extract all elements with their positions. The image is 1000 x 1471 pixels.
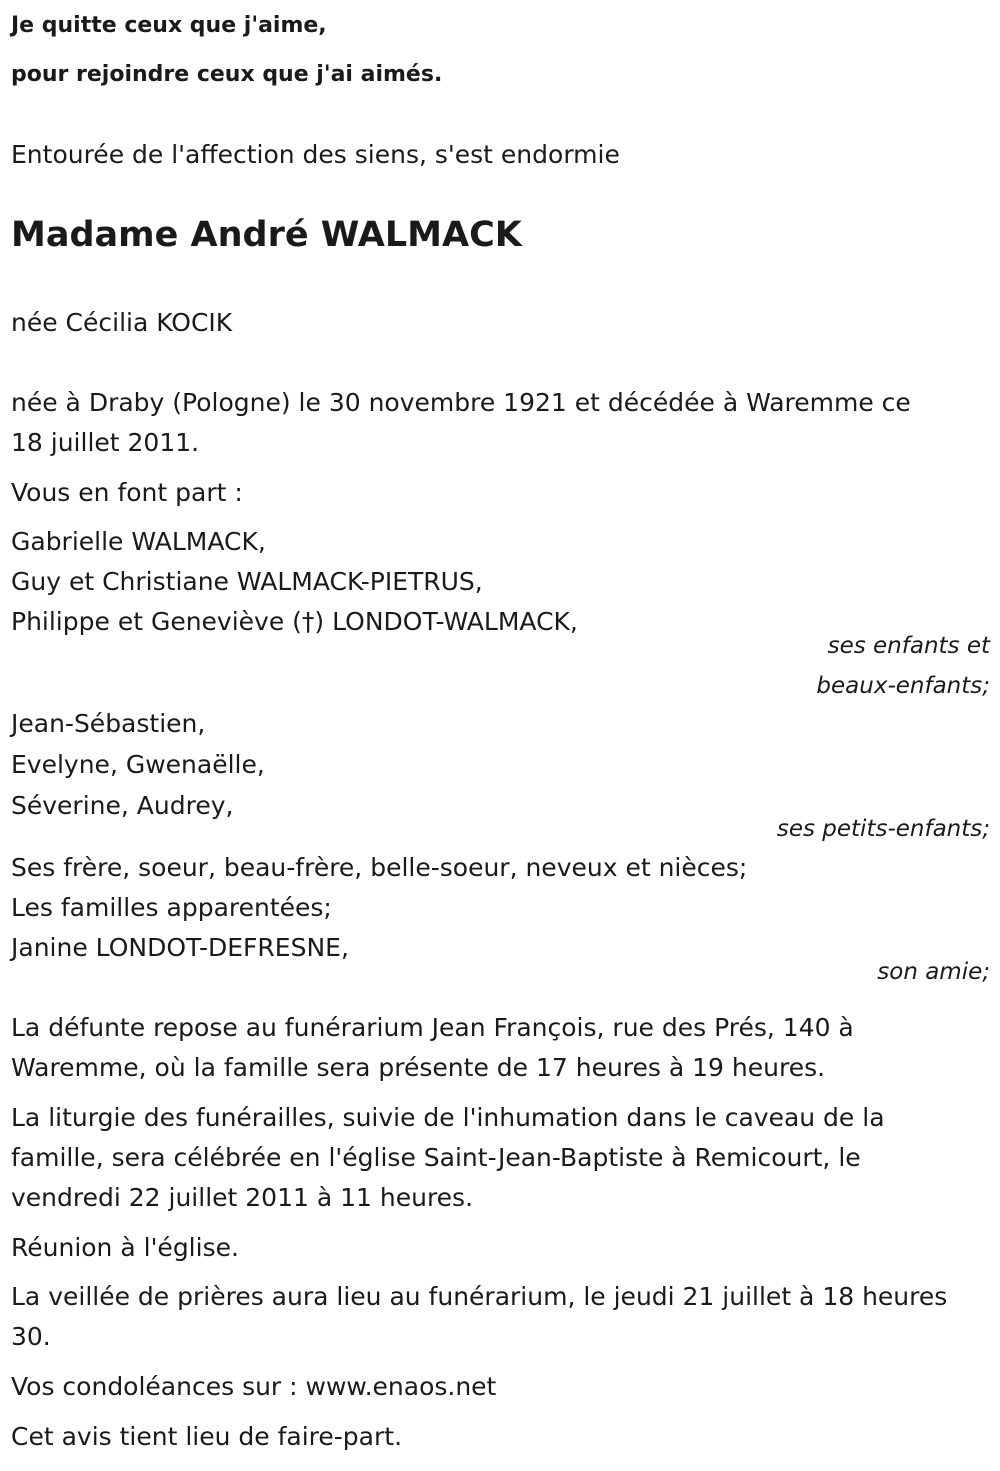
maiden-name: née Cécilia KOCIK — [11, 308, 233, 337]
condolences-text: Vos condoléances sur : www.enaos.net — [11, 1372, 497, 1401]
birth-death-line-1: née à Draby (Pologne) le 30 novembre 1921 et décédée à Waremme ce — [11, 388, 911, 417]
child-name: Gabrielle WALMACK, — [11, 527, 266, 556]
liturgy-line-3: vendredi 22 juillet 2011 à 11 heures. — [11, 1183, 474, 1212]
grandchild-name: Jean-Sébastien, — [11, 709, 206, 738]
relatives-line: Ses frère, soeur, beau-frère, belle-soeur, neveux et nièces; — [11, 853, 748, 882]
child-name: Philippe et Geneviève (†) LONDOT-WALMACK, — [11, 607, 578, 636]
relatives-line: Les familles apparentées; — [11, 893, 332, 922]
birth-death-line-2: 18 juillet 2011. — [11, 428, 200, 457]
repose-line-2: Waremme, où la famille sera présente de 17 heures à 19 heures. — [11, 1053, 826, 1082]
children-role-line-2: beaux-enfants; — [816, 673, 990, 699]
reunion-text: Réunion à l'église. — [11, 1233, 239, 1262]
announce-text: Vous en font part : — [11, 478, 243, 507]
vigil-line-2: 30. — [11, 1322, 51, 1351]
children-role-line-1: ses enfants et — [827, 633, 990, 659]
grandchildren-role: ses petits-enfants; — [776, 816, 990, 842]
grandchild-name: Evelyne, Gwenaëlle, — [11, 750, 265, 779]
grandchild-name: Séverine, Audrey, — [11, 791, 234, 820]
intro-text: Entourée de l'affection des siens, s'est endormie — [11, 140, 620, 169]
repose-line-1: La défunte repose au funérarium Jean François, rue des Prés, 140 à — [11, 1013, 854, 1042]
child-name: Guy et Christiane WALMACK-PIETRUS, — [11, 567, 483, 596]
quote-line-2: pour rejoindre ceux que j'ai aimés. — [11, 62, 443, 87]
quote-line-1: Je quitte ceux que j'aime, — [11, 13, 327, 38]
closing-text: Cet avis tient lieu de faire-part. — [11, 1422, 403, 1451]
relatives-line: Janine LONDOT-DEFRESNE, — [11, 933, 349, 962]
vigil-line-1: La veillée de prières aura lieu au funérarium, le jeudi 21 juillet à 18 heures — [11, 1282, 948, 1311]
liturgy-line-2: famille, sera célébrée en l'église Saint-Jean-Baptiste à Remicourt, le — [11, 1143, 861, 1172]
friend-role: son amie; — [877, 959, 990, 985]
liturgy-line-1: La liturgie des funérailles, suivie de l'inhumation dans le caveau de la — [11, 1103, 885, 1132]
deceased-name: Madame André WALMACK — [11, 215, 522, 255]
